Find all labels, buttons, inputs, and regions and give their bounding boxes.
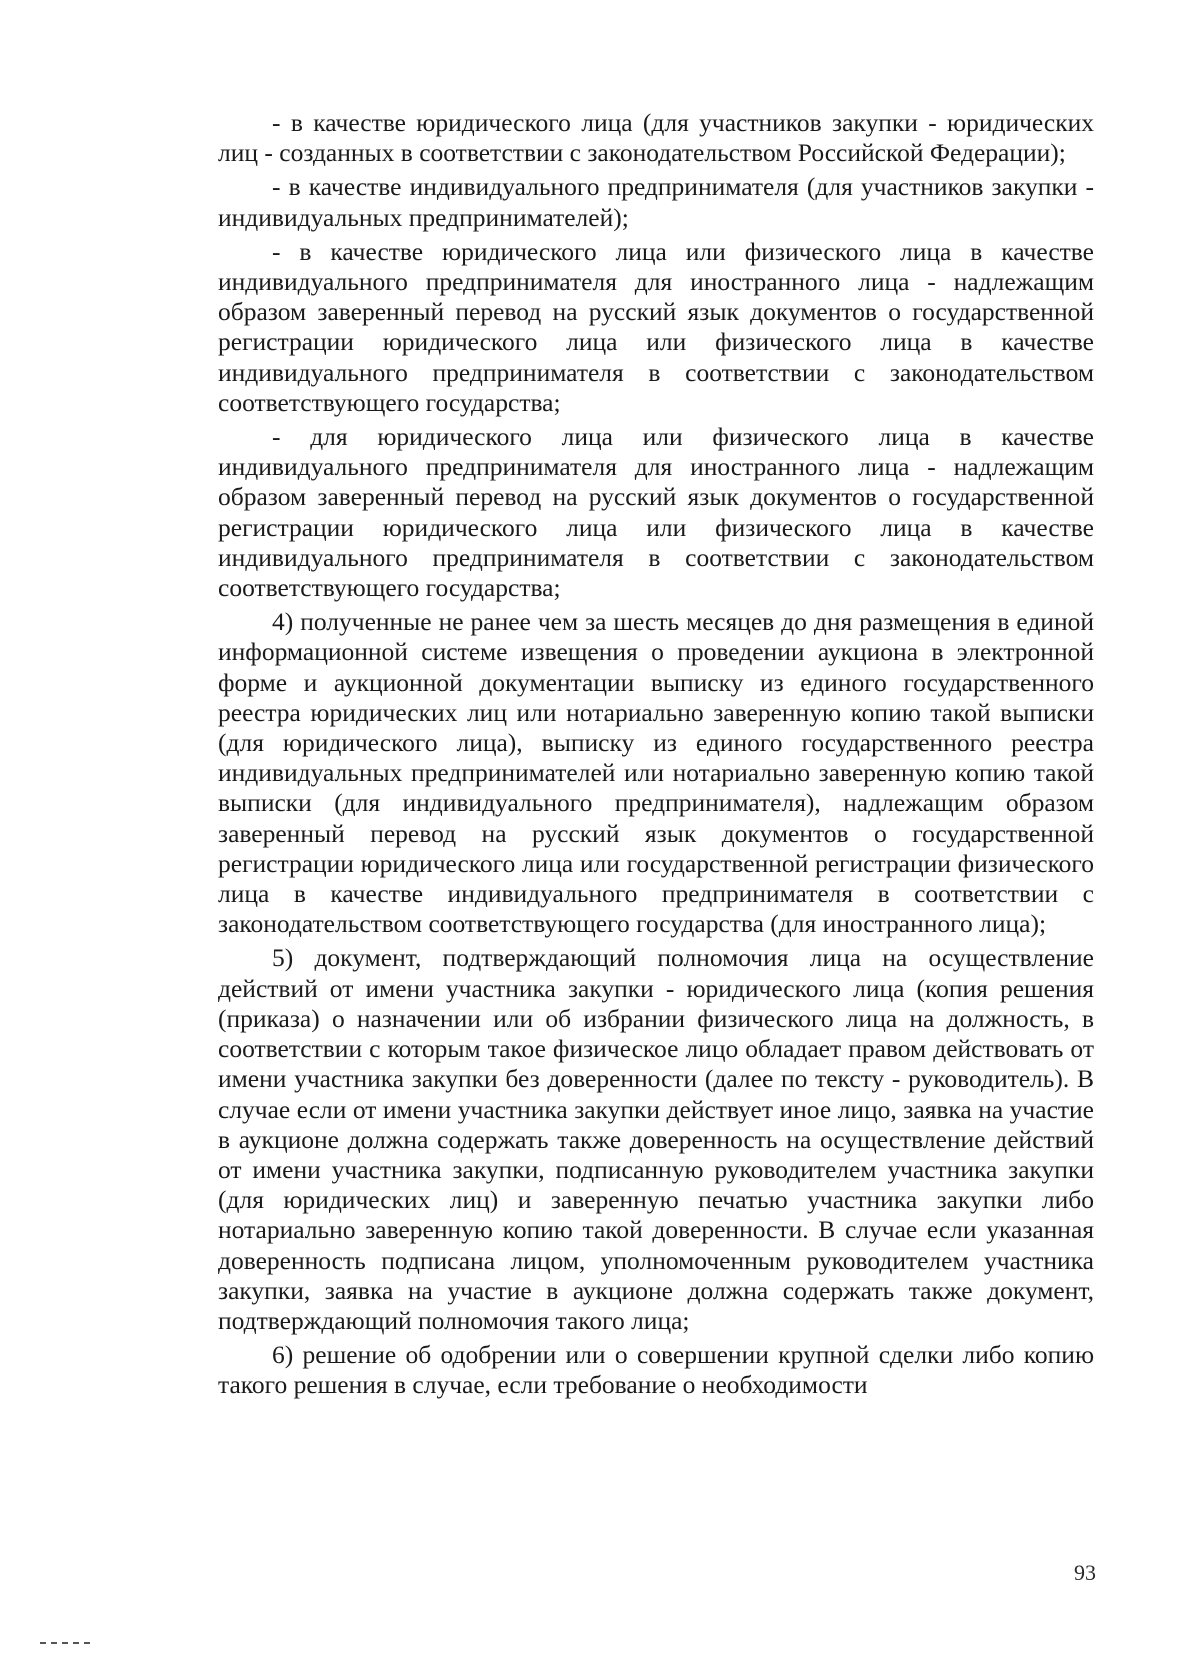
paragraph-foreign-entity-translation: - в качестве юридического лица или физического лица в качестве индивидуального предпринимателя для иностранного лица - надлежащим образом заверенный перевод на русский язык документов о государственной регистрации юридического лица или физического лица в качестве индивидуального предпринимателя в соответствии с законодательством соответствующего государства; bbox=[218, 236, 1094, 417]
paragraph-item-5-authority-document: 5) документ, подтверждающий полномочия лица на осуществление действий от имени участника закупки - юридического лица (копия решения (приказа) о назначении или об избрании физического лица на должность, в соответствии с которым такое физическое лицо обладает правом действовать от имени участника закупки без доверенности (далее по тексту - руководитель). В случае если от имени участника закупки действует иное лицо, заявка на участие в аукционе должна содержать также доверенность на осуществление действий от имени участника закупки, подписанную руководителем участника закупки (для юридических лиц) и заверенную печатью участника закупки либо нотариально заверенную копию такой доверенности. В случае если указанная доверенность подписана лицом, уполномоченным руководителем участника закупки, заявка на участие в аукционе должна содержать также документ, подтверждающий полномочия такого лица; bbox=[218, 943, 1094, 1335]
paragraph-individual-entrepreneur: - в качестве индивидуального предпринимателя (для участников закупки - индивидуальных предпринимателей); bbox=[218, 172, 1094, 232]
paragraph-item-4-registry-extract: 4) полученные не ранее чем за шесть месяцев до дня размещения в единой информационной системе извещения о проведении аукциона в электронной форме и аукционной документации выписку из единого государственного реестра юридических лиц или нотариально заверенную копию такой выписки (для юридического лица), выписку из единого государственного реестра индивидуальных предпринимателей или нотариально заверенную копию такой выписки (для индивидуального предпринимателя), надлежащим образом заверенный перевод на русский язык документов о государственной регистрации юридического лица или государственной регистрации физического лица в качестве индивидуального предпринимателя в соответствии с законодательством соответствующего государства (для иностранного лица); bbox=[218, 607, 1094, 939]
paragraph-foreign-entity-translation-2: - для юридического лица или физического лица в качестве индивидуального предпринимателя для иностранного лица - надлежащим образом заверенный перевод на русский язык документов о государственной регистрации юридического лица или физического лица в качестве индивидуального предпринимателя в соответствии с законодательством соответствующего государства; bbox=[218, 422, 1094, 603]
paragraph-legal-entity: - в качестве юридического лица (для участников закупки - юридических лиц - созданных в соответствии с законодательством Российской Федерации); bbox=[218, 108, 1094, 168]
scan-artifact-line bbox=[40, 1642, 90, 1644]
document-body bbox=[218, 108, 1094, 1405]
page-number: 93 bbox=[1074, 1560, 1096, 1585]
paragraph-item-6-major-transaction: 6) решение об одобрении или о совершении крупной сделки либо копию такого решения в случае, если требование о необходимости bbox=[218, 1340, 1094, 1400]
